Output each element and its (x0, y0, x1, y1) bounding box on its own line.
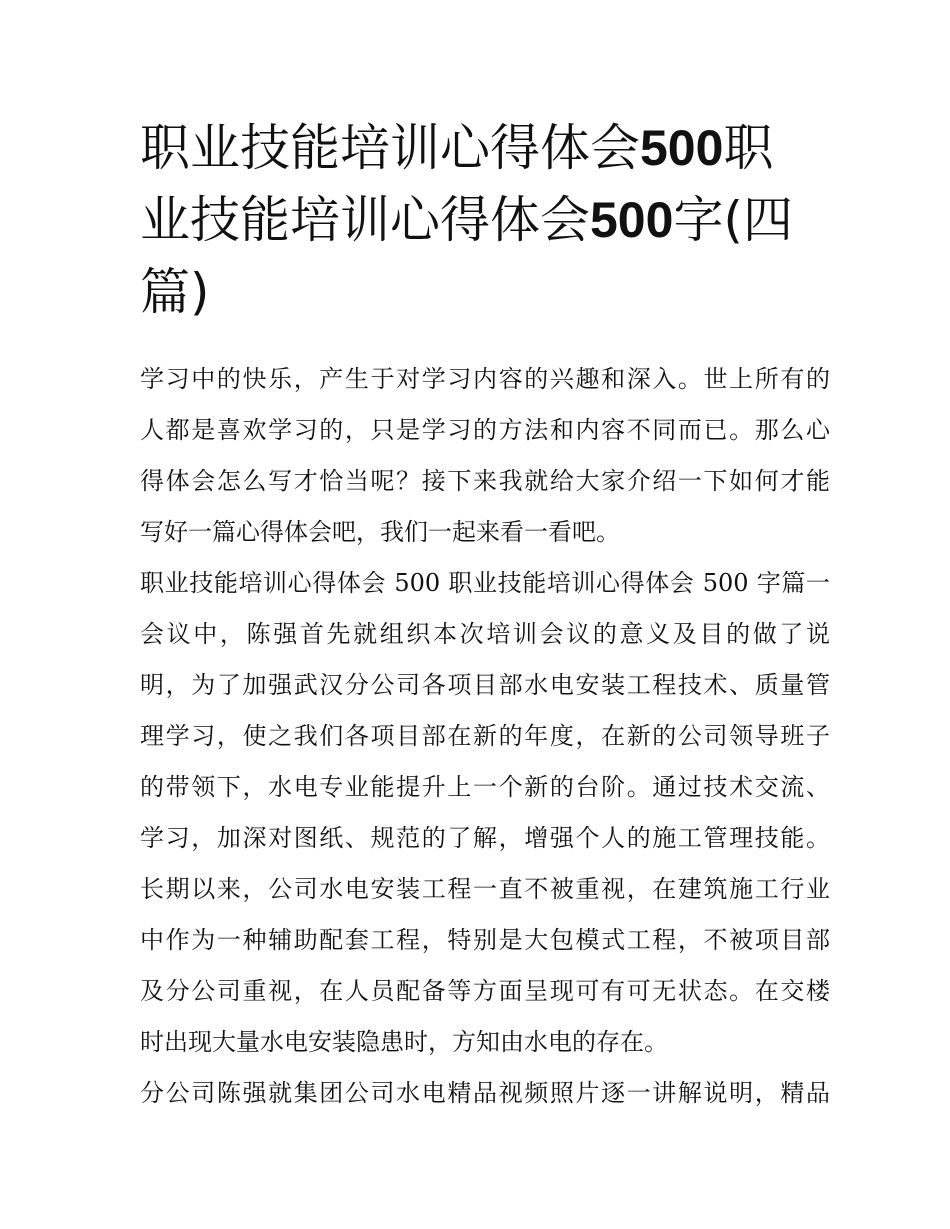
body-line: 得体会怎么写才恰当呢？接下来我就给大家介绍一下如何才能 (140, 467, 830, 495)
title-number-1: 500 (640, 120, 724, 176)
section-heading: 职业技能培训心得体会 500 职业技能培训心得体会 500 字篇一 (140, 569, 830, 597)
title-number-2: 500 (590, 192, 674, 248)
title-text-2: 职业技能培训心得体会 (140, 119, 774, 249)
body-line: 写好一篇心得体会吧，我们一起来看一看吧。 (140, 518, 620, 546)
body-line: 时出现大量水电安装隐患时，方知由水电的存在。 (140, 1028, 668, 1056)
body-line: 人都是喜欢学习的，只是学习的方法和内容不同而已。那么心 (140, 416, 830, 444)
body-line: 学习中的快乐，产生于对学习内容的兴趣和深入。世上所有的 (140, 365, 830, 393)
body-line: 分公司陈强就集团公司水电精品视频照片逐一讲解说明，精品 (140, 1079, 830, 1107)
page-title (140, 112, 820, 328)
title-text-3: 字(四篇) (140, 191, 793, 321)
body-line: 明，为了加强武汉分公司各项目部水电安装工程技术、质量管 (140, 671, 830, 699)
body-line: 学习，加深对图纸、规范的了解，增强个人的施工管理技能。 (140, 824, 830, 852)
body-line: 会议中，陈强首先就组织本次培训会议的意义及目的做了说 (140, 620, 830, 648)
body-line: 的带领下，水电专业能提升上一个新的台阶。通过技术交流、 (140, 773, 830, 801)
body-line: 中作为一种辅助配套工程，特别是大包模式工程，不被项目部 (140, 926, 830, 954)
body-line: 及分公司重视，在人员配备等方面呈现可有可无状态。在交楼 (140, 977, 830, 1005)
body-line: 长期以来，公司水电安装工程一直不被重视，在建筑施工行业 (140, 875, 830, 903)
title-text-1: 职业技能培训心得体会 (140, 119, 640, 177)
body-line: 理学习，使之我们各项目部在新的年度，在新的公司领导班子 (140, 722, 830, 750)
